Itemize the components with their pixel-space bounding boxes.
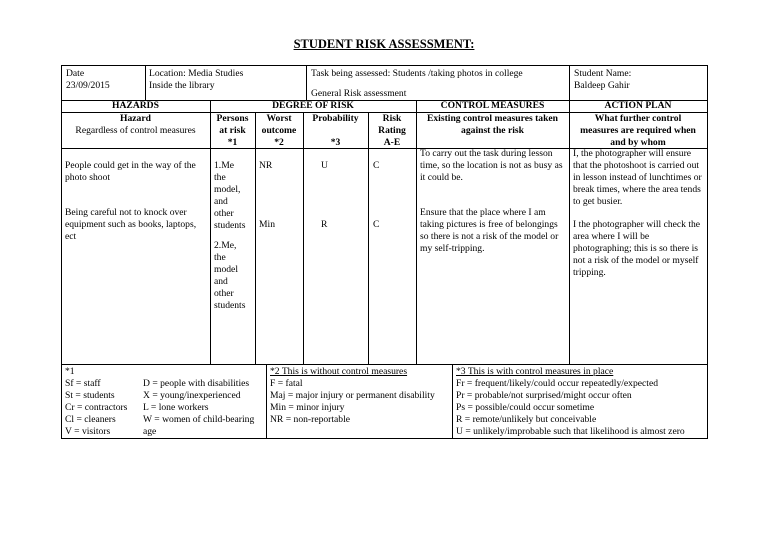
key1-left-item: Sf = staff <box>65 378 101 389</box>
key3-item: R = remote/unlikely but conceivable <box>456 414 597 425</box>
location-value: Inside the library <box>149 80 215 91</box>
action-2: I the photographer will check the area where I will be photographing; this is so there is not a risk of the model or myself tripping. <box>573 219 701 278</box>
prob-2: R <box>321 219 328 230</box>
key1-right-item: W = women of child-bearing <box>143 414 255 425</box>
key1-right-item: D = people with disabilities <box>143 378 250 389</box>
key1-head: *1 <box>65 366 75 377</box>
key1-left-item: St = students <box>65 390 115 401</box>
col-worst-3: *2 <box>274 137 284 148</box>
key1-left-item: Cr = contractors <box>65 402 128 413</box>
col-rating-3: A-E <box>383 137 401 148</box>
col-prob-3: *3 <box>330 137 341 148</box>
col-hazard-sub: Regardless of control measures <box>75 125 196 136</box>
rating-1: C <box>373 160 380 171</box>
hazards-header: HAZARDS <box>112 100 159 111</box>
key1-right-item: age <box>143 426 157 437</box>
worst-1: NR <box>259 160 273 171</box>
key3-item: Ps = possible/could occur sometime <box>456 402 595 413</box>
key1-left-item: V = visitors <box>65 426 111 437</box>
col-control-1: Existing control measures taken <box>426 113 559 124</box>
col-worst-2: outcome <box>261 125 297 136</box>
persons-1: 1.Me the model, and other students <box>214 160 246 231</box>
col-persons-1: Persons <box>216 113 249 124</box>
key1-left-item: Cl = cleaners <box>65 414 116 425</box>
control-header: CONTROL MEASURES <box>440 100 545 111</box>
col-worst-1: Worst <box>266 113 292 124</box>
prob-1: U <box>321 160 328 171</box>
key2-head: *2 This is without control measures <box>270 366 408 377</box>
location-label: Location: Media Studies <box>149 68 244 79</box>
col-rating-2: Rating <box>378 125 406 136</box>
key2-item: Maj = major injury or permanent disability <box>270 390 435 401</box>
col-hazard: Hazard <box>120 113 151 124</box>
key1-right-item: L = lone workers <box>143 402 209 413</box>
action-header: ACTION PLAN <box>604 100 672 111</box>
key3-item: U = unlikely/improbable such that likelihood is almost zero <box>456 426 685 437</box>
control-1: To carry out the task during lesson time, so the location is not as busy as it could be. <box>420 148 563 183</box>
persons-2: 2.Me, the model and other students <box>214 240 246 311</box>
col-prob-1: Probability <box>312 113 359 124</box>
col-action-3: and by whom <box>610 137 666 148</box>
key2-item: NR = non-reportable <box>270 414 351 425</box>
student-value: Baldeep Gahir <box>574 80 630 91</box>
control-2: Ensure that the place where I am taking pictures is free of belongings so there is not a risk of the model or my self-tripping. <box>420 207 559 254</box>
page-title: STUDENT RISK ASSESSMENT: <box>293 37 475 51</box>
rating-2: C <box>373 219 380 230</box>
date-label: Date <box>66 68 85 79</box>
col-action-2: measures are required when <box>580 125 696 136</box>
task-label: Task being assessed: Students /taking photos in college <box>311 68 523 79</box>
key2-item: Min = minor injury <box>270 402 345 413</box>
col-persons-3: *1 <box>227 137 238 148</box>
key3-item: Pr = probable/not surprised/might occur often <box>456 390 632 401</box>
col-rating-1: Risk <box>382 113 402 124</box>
task-note: General Risk assessment <box>311 88 407 99</box>
action-1: I, the photographer will ensure that the photoshoot is carried out in lesson instead of lunchtimes or break times, where the area tends to get busier. <box>573 148 702 207</box>
col-control-2: against the risk <box>461 125 524 136</box>
key3-item: Fr = frequent/likely/could occur repeatedly/expected <box>456 378 658 389</box>
col-persons-2: at risk <box>219 125 246 136</box>
hazard-2: Being careful not to knock over equipment such as books, laptops, ect <box>65 207 197 242</box>
student-label: Student Name: <box>574 68 632 79</box>
date-value: 23/09/2015 <box>66 80 110 91</box>
key3-head: *3 This is with control measures in place <box>456 366 614 377</box>
hazard-1: People could get in the way of the photo shoot <box>65 160 196 183</box>
degree-header: DEGREE OF RISK <box>272 100 354 111</box>
key2-item: F = fatal <box>270 378 303 389</box>
key1-right-item: X = young/inexperienced <box>143 390 241 401</box>
worst-2: Min <box>259 219 275 230</box>
col-action-1: What further control <box>594 113 682 124</box>
